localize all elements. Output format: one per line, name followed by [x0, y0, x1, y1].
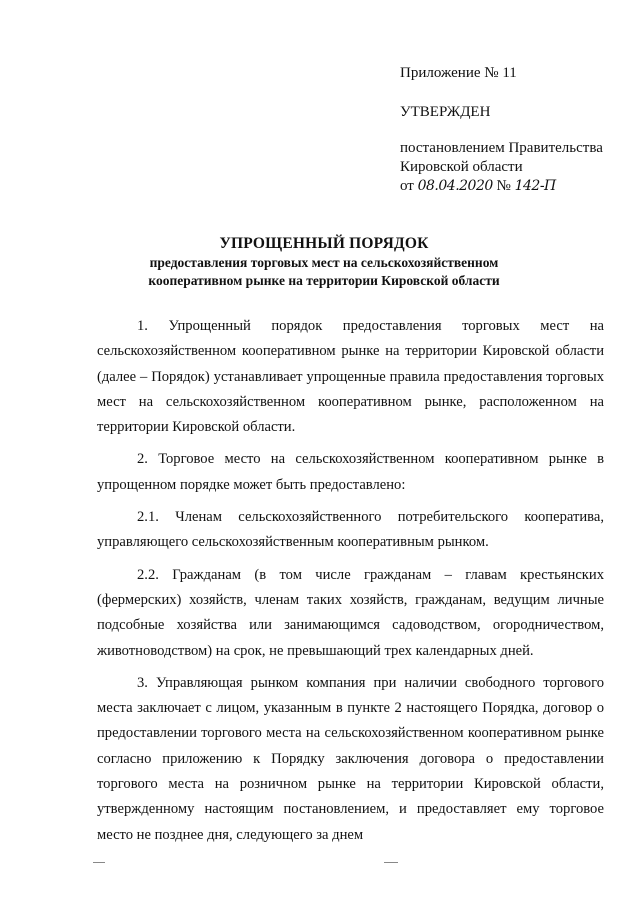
date-prefix: от	[400, 178, 414, 194]
number-prefix: №	[496, 178, 511, 194]
approval-block	[400, 64, 620, 196]
approval-resolution-line: постановлением Правительства	[400, 140, 603, 156]
appendix-number: Приложение № 11	[400, 65, 517, 81]
paragraph-3: 3. Управляющая рынком компания при наличии свободного торгового места заключает с лицом, указанным в пункте 2 настоящего Порядка, договор о предоставлении торгового места на сельскохозяйственном кооперативном рынке согласно приложению к Порядку заключения договора о предоставлении торгового места на розничном рынке на территории Кировской области, утвержденному настоящим постановлением, и предоставляет ему торговое место не позднее дня, следующего за днем	[97, 674, 604, 843]
paragraph-2: 2. Торговое место на сельскохозяйственном кооперативном рынке в упрощенном порядке может быть предоставлено:	[97, 451, 604, 493]
handwritten-number: 142-П	[514, 178, 556, 194]
approved-stamp-text: УТВЕРЖДЕН	[400, 104, 491, 120]
paragraph-2-2: 2.2. Гражданам (в том числе гражданам – главам крестьянских (фермерских) хозяйств, членам таких хозяйств, гражданам, ведущим личные подсобные хозяйства или занимающимся садоводством, огородничеством, животноводством) на срок, не превышающий трех календарных дней.	[97, 566, 604, 659]
scan-mark-center	[384, 862, 398, 863]
title-subtitle-line-1: предоставления торговых мест на сельскохозяйственном	[149, 255, 499, 270]
approval-date-line	[400, 177, 620, 196]
paragraph-1: 1. Упрощенный порядок предоставления торговых мест на сельскохозяйственном кооперативном рынке на территории Кировской области (далее – Порядок) устанавливает упрощенные правила предоставления торговых мест на сельскохозяйственном кооперативном рынке, расположенном на территории Кировской области.	[97, 318, 604, 436]
paragraph-2-1: 2.1. Членам сельскохозяйственного потребительского кооператива, управляющего сельскохозяйственным кооперативным рынком.	[97, 509, 604, 551]
scan-mark-left	[93, 862, 105, 863]
handwritten-date: 08.04.2020	[417, 178, 493, 194]
title-heading: УПРОЩЕННЫЙ ПОРЯДОК	[219, 235, 429, 252]
approval-region-line: Кировской области	[400, 159, 523, 175]
document-title	[80, 234, 568, 290]
document-body	[97, 314, 604, 848]
title-subtitle-line-2: кооперативном рынке на территории Кировской области	[148, 273, 500, 288]
